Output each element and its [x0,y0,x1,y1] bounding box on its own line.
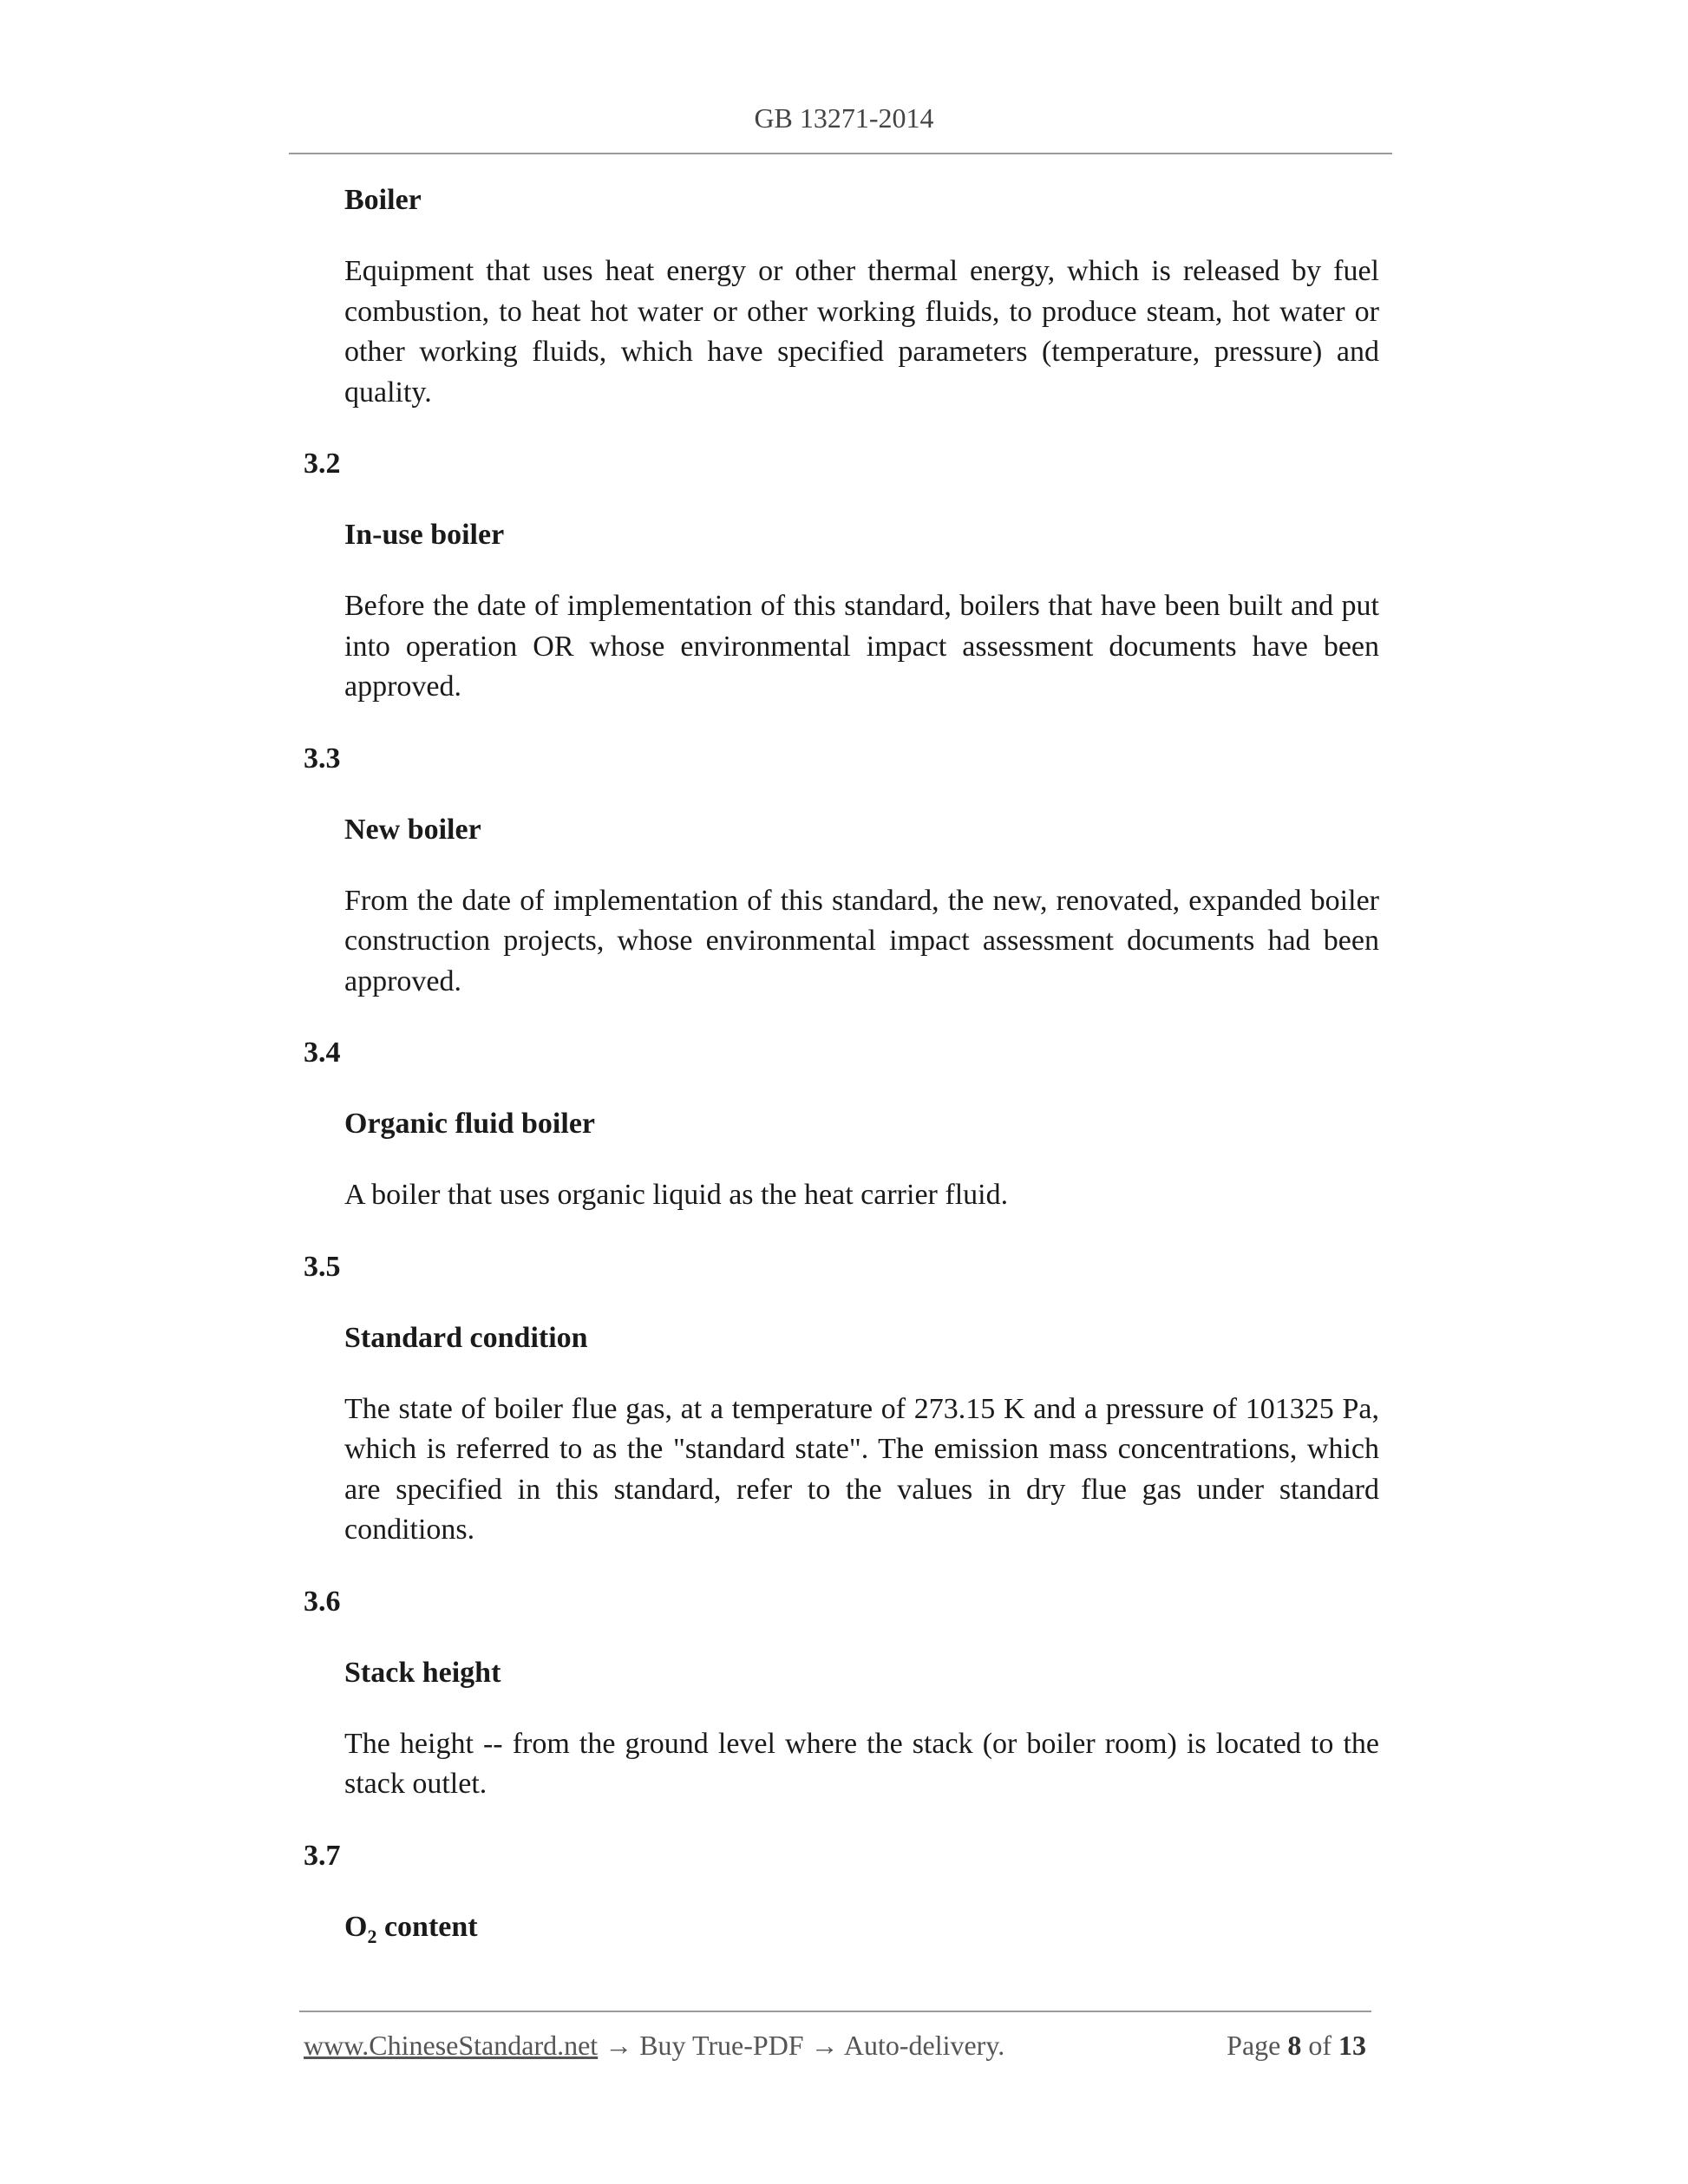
page-indicator [1227,2030,1366,2062]
term-3-1 [344,180,1379,413]
total-pages-number: 13 [1338,2030,1366,2061]
term-number: 3.7 [304,1839,341,1872]
term-number: 3.4 [304,1036,341,1069]
term-title [344,1907,1379,1957]
page-label: Page [1227,2030,1288,2061]
term-3-3 [344,810,1379,1003]
term-number: 3.5 [304,1250,341,1283]
term-3-6 [344,1653,1379,1805]
document-body [304,180,1379,1987]
term-3-4 [344,1104,1379,1216]
term-definition: From the date of implementation of this standard, the new, renovated, expanded boiler construction projects, whose environmental impact assessment documents had been approved. [344,884,1379,997]
footer-promo [304,2030,1004,2062]
auto-delivery-text: Auto-delivery. [838,2030,1005,2061]
term-definition: The state of boiler flue gas, at a temperature of 273.15 K and a pressure of 101325 Pa, which is referred to as the "standard state". The emission mass concentrations, which are specified in this standard, refer to the values in dry flue gas under standard conditions. [344,1392,1379,1546]
term-definition: A boiler that uses organic liquid as the heat carrier fluid. [344,1179,1009,1211]
term-definition: Equipment that uses heat energy or other thermal energy, which is released by fuel combustion, to heat hot water or other working fluids, to produce steam, hot water or other working fluids, which have specified parameters (temperature, pressure) and quality. [344,255,1379,409]
term-title: In-use boiler [344,519,505,551]
term-3-2 [344,515,1379,708]
document-header-id: GB 13271-2014 [754,102,934,134]
term-number: 3.3 [304,742,341,775]
term-title: Standard condition [344,1321,588,1354]
footer-divider [299,2011,1371,2012]
term-title: New boiler [344,813,481,846]
term-title: Boiler [344,184,422,216]
current-page-number: 8 [1287,2030,1302,2061]
term-title-subscript: 2 [367,1925,377,1947]
arrow-right-icon: → [810,2030,839,2061]
term-3-7 [344,1907,1379,1957]
website-link[interactable]: www.ChineseStandard.net [304,2030,599,2061]
buy-true-pdf-text: Buy True-PDF [632,2030,811,2061]
term-number: 3.6 [304,1585,341,1618]
term-number: 3.2 [304,448,341,480]
term-definition: Before the date of implementation of this standard, boilers that have been built and put into operation OR whose environmental impact assessment documents have been approved. [344,590,1379,703]
term-title-main: O [344,1910,368,1943]
header-divider [289,153,1392,154]
term-title-rest: content [376,1910,478,1943]
term-title: Stack height [344,1656,501,1689]
of-label: of [1301,2030,1338,2061]
term-title: Organic fluid boiler [344,1108,595,1140]
term-definition: The height -- from the ground level where the stack (or boiler room) is located to the stack outlet. [344,1727,1379,1800]
arrow-right-icon: → [605,2030,633,2061]
term-3-5 [344,1318,1379,1551]
